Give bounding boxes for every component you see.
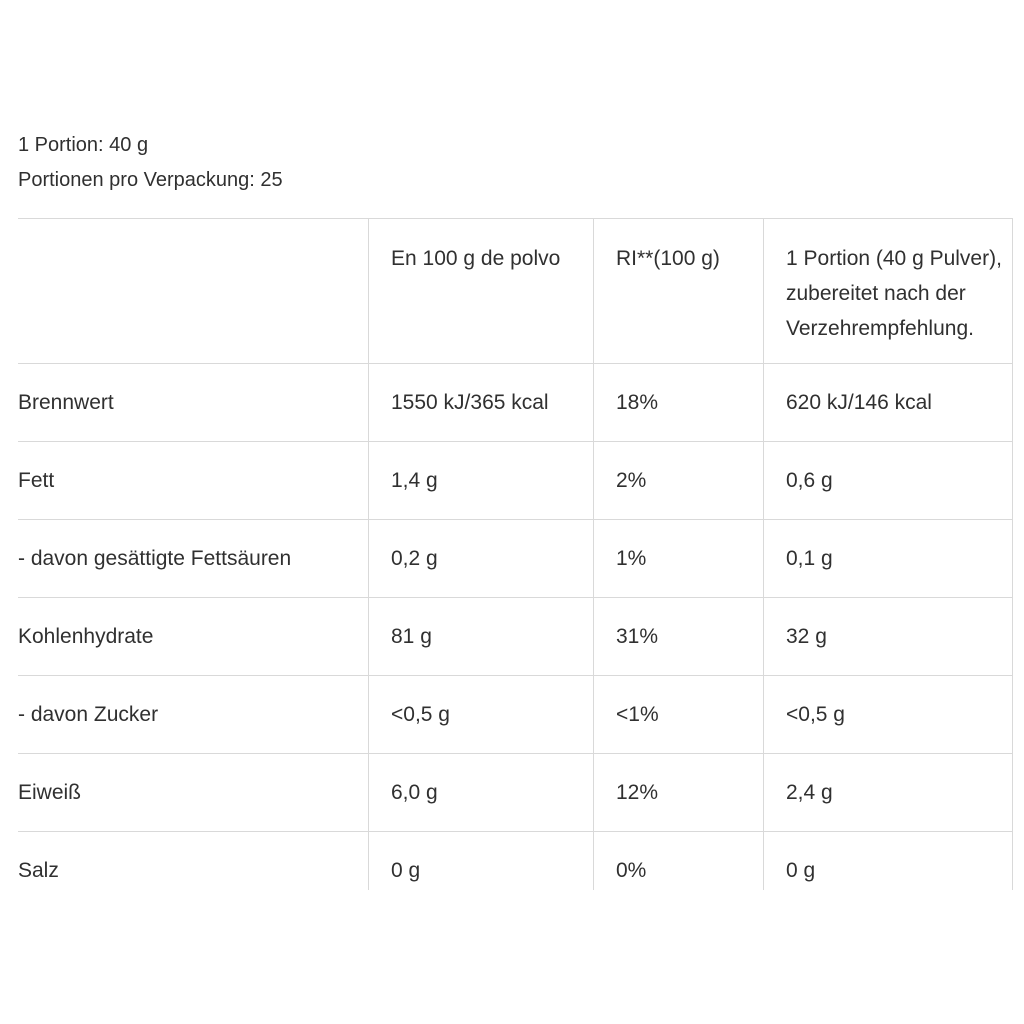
- nutrition-table: [18, 218, 1013, 890]
- per-100g-value: 1550 kJ/365 kcal: [368, 364, 593, 441]
- header-reference-intake: RI**(100 g): [593, 219, 763, 363]
- ri-percent-value: 2%: [593, 442, 763, 519]
- per-portion-value: 0,6 g: [763, 442, 1013, 519]
- ri-percent-value: 12%: [593, 754, 763, 831]
- nutrient-label: - davon gesättigte Fettsäuren: [18, 547, 292, 570]
- table-row-protein: [18, 754, 1013, 832]
- header-nutrient-column: [18, 219, 368, 363]
- per-portion-value: 32 g: [763, 598, 1013, 675]
- table-row-fat: [18, 442, 1013, 520]
- nutrient-label: Brennwert: [18, 391, 114, 414]
- table-header-row: [18, 218, 1013, 364]
- per-portion-value: <0,5 g: [763, 676, 1013, 753]
- ri-percent-value: <1%: [593, 676, 763, 753]
- table-row-carbohydrates: [18, 598, 1013, 676]
- header-per-portion: 1 Portion (40 g Pulver), zubereitet nach der Verzehrempfehlung.: [763, 219, 1013, 363]
- nutrient-label: Eiweiß: [18, 781, 82, 804]
- ri-percent-value: 31%: [593, 598, 763, 675]
- per-portion-value: 620 kJ/146 kcal: [763, 364, 1013, 441]
- per-100g-value: 1,4 g: [368, 442, 593, 519]
- ri-percent-value: 0%: [593, 832, 763, 890]
- per-100g-value: <0,5 g: [368, 676, 593, 753]
- nutrient-label: Fett: [18, 469, 55, 492]
- table-row-sugars: [18, 676, 1013, 754]
- per-portion-value: 2,4 g: [763, 754, 1013, 831]
- per-100g-value: 6,0 g: [368, 754, 593, 831]
- per-100g-value: 81 g: [368, 598, 593, 675]
- header-per-100g: En 100 g de polvo: [368, 219, 593, 363]
- ri-percent-value: 18%: [593, 364, 763, 441]
- serving-info: [18, 128, 283, 198]
- ri-percent-value: 1%: [593, 520, 763, 597]
- table-row-salt: [18, 832, 1013, 890]
- per-100g-value: 0 g: [368, 832, 593, 890]
- servings-per-pack-line: Portionen pro Verpackung: 25: [18, 169, 283, 191]
- nutrient-label: - davon Zucker: [18, 703, 159, 726]
- per-portion-value: 0,1 g: [763, 520, 1013, 597]
- nutrient-label: Salz: [18, 859, 59, 882]
- table-row-saturated-fat: [18, 520, 1013, 598]
- per-portion-value: 0 g: [763, 832, 1013, 890]
- nutrient-label: Kohlenhydrate: [18, 625, 154, 648]
- portion-size-line: 1 Portion: 40 g: [18, 134, 149, 156]
- table-row-energy: [18, 364, 1013, 442]
- per-100g-value: 0,2 g: [368, 520, 593, 597]
